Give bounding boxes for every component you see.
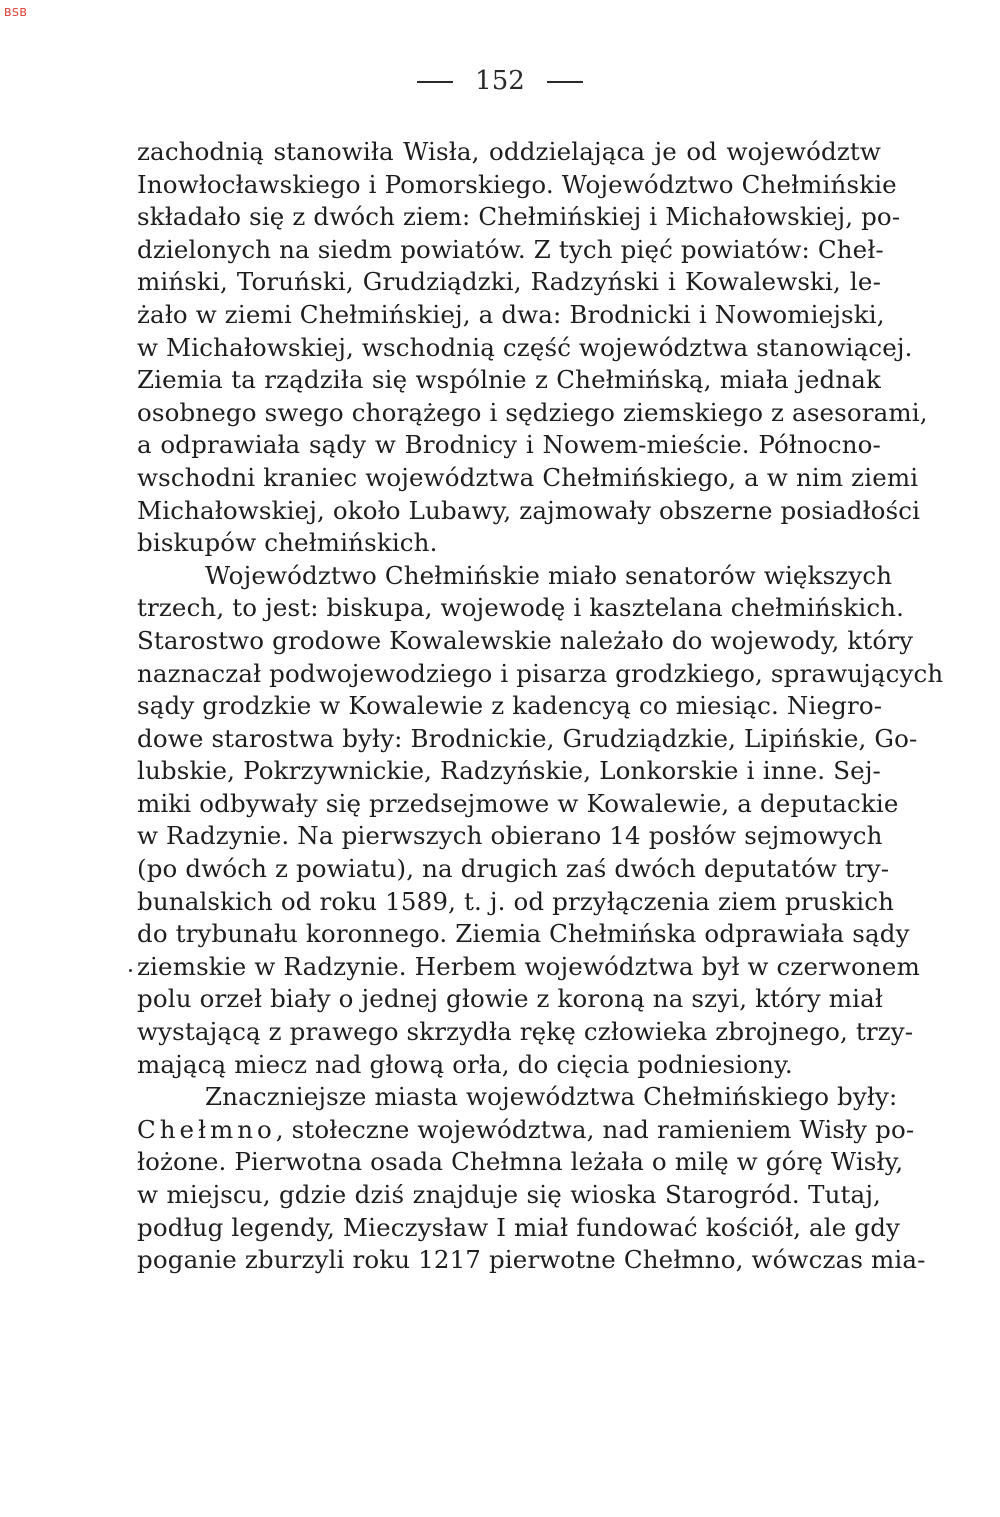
text-fragment: , stołeczne województwa, [275,1114,603,1144]
text-line: podług legendy, Mieczysław I miał fundować kościół, ale gdy [137,1212,901,1242]
text-line: Inowłocławskiego i Pomorskiego. Województwo Chełmińskie [137,169,897,199]
text-line: Znaczniejsze miasta województwa Chełmińskiego były: [205,1082,898,1112]
text-line: miki odbywały się przedsejmowe w Kowalewie, a deputackie [137,788,899,818]
text-line: żało w ziemi Chełmińskiej, a dwa: Brodnicki i Nowomiejski, [137,299,885,329]
text-line: mającą miecz nad głową orła, do cięcia podniesiony. [137,1049,793,1079]
text-line: w Radzynie. Na pierwszych obierano 14 posłów sejmowych [137,821,883,851]
text-line: bunalskich od roku 1589, t. j. od przyłączenia ziem pruskich [137,886,895,916]
text-line: miński, Toruński, Grudziądzki, Radzyński i Kowalewski, le- [137,267,881,297]
page-number: 152 [475,66,525,96]
text-line: Starostwo grodowe Kowalewskie należało do wojewody, który [137,625,914,655]
text-line: trzech, to jest: biskupa, wojewodę i kasztelana chełmińskich. [137,593,905,623]
text-line: a odprawiała sądy w Brodnicy i Nowem-mieście. Północno- [137,430,881,460]
text-line: biskupów chełmińskich. [137,528,438,558]
text-line: Michałowskiej, około Lubawy, zajmowały obszerne posiadłości [137,495,921,525]
text-line: Ziemia ta rządziła się wspólnie z Chełmińską, miała jednak [137,365,881,395]
text-line: dowe starostwa były: Brodnickie, Grudziądzkie, Lipińskie, Go- [137,723,918,753]
text-line: osobnego swego chorążego i sędziego ziemskiego z asesorami, [137,397,928,427]
print-speck [129,969,132,972]
header-dash-left [417,81,453,83]
text-fragment: nad ramieniem Wisły po- [602,1114,915,1144]
text-line: do trybunału koronnego. Ziemia Chełmińska odprawiała sądy [137,919,910,949]
text-line: (po dwóch z powiatu), na drugich zaś dwóch deputatów try- [137,854,890,884]
text-line: polu orzeł biały o jednej głowie z koroną na szyi, który miał [137,984,883,1014]
text-line: zachodnią stanowiła Wisła, oddzielająca je od województw [137,137,881,166]
text-line: w Michałowskiej, wschodnią część województwa stanowiącej. [137,332,913,362]
text-line: ziemskie w Radzynie. Herbem województwa był w czerwonem [137,951,920,981]
text-line: dzielonych na siedm powiatów. Z tych pięć powiatów: Cheł- [137,234,884,264]
text-line-chelmno [137,1114,915,1147]
text-line: łożone. Pierwotna osada Chełmna leżała o milę w górę Wisły, [137,1147,904,1177]
text-line: wystającą z prawego skrzydła rękę człowieka zbrojnego, trzy- [137,1017,914,1047]
library-watermark: BSB [4,6,28,19]
text-line: sądy grodzkie w Kowalewie z kadencyą co miesiąc. Niegro- [137,691,883,721]
text-line: lubskie, Pokrzywnickie, Radzyńskie, Lonkorskie i inne. Sej- [137,756,881,786]
text-line: w miejscu, gdzie dziś znajduje się wioska Starogród. Tutaj, [137,1180,881,1209]
page-header [0,66,1000,96]
text-line: naznaczał podwojewodziego i pisarza grodzkiego, sprawujących [137,658,944,688]
header-dash-right [547,81,583,83]
text-line: wschodni kraniec województwa Chełmińskiego, a w nim ziemi [137,462,919,492]
text-line: poganie zburzyli roku 1217 pierwotne Chełmno, wówczas mia- [137,1245,926,1275]
body-text [137,136,944,1277]
spaced-city-name: Chełmno [137,1114,276,1144]
text-line: Województwo Chełmińskie miało senatorów większych [205,560,893,590]
text-line: składało się z dwóch ziem: Chełmińskiej i Michałowskiej, po- [137,202,901,232]
